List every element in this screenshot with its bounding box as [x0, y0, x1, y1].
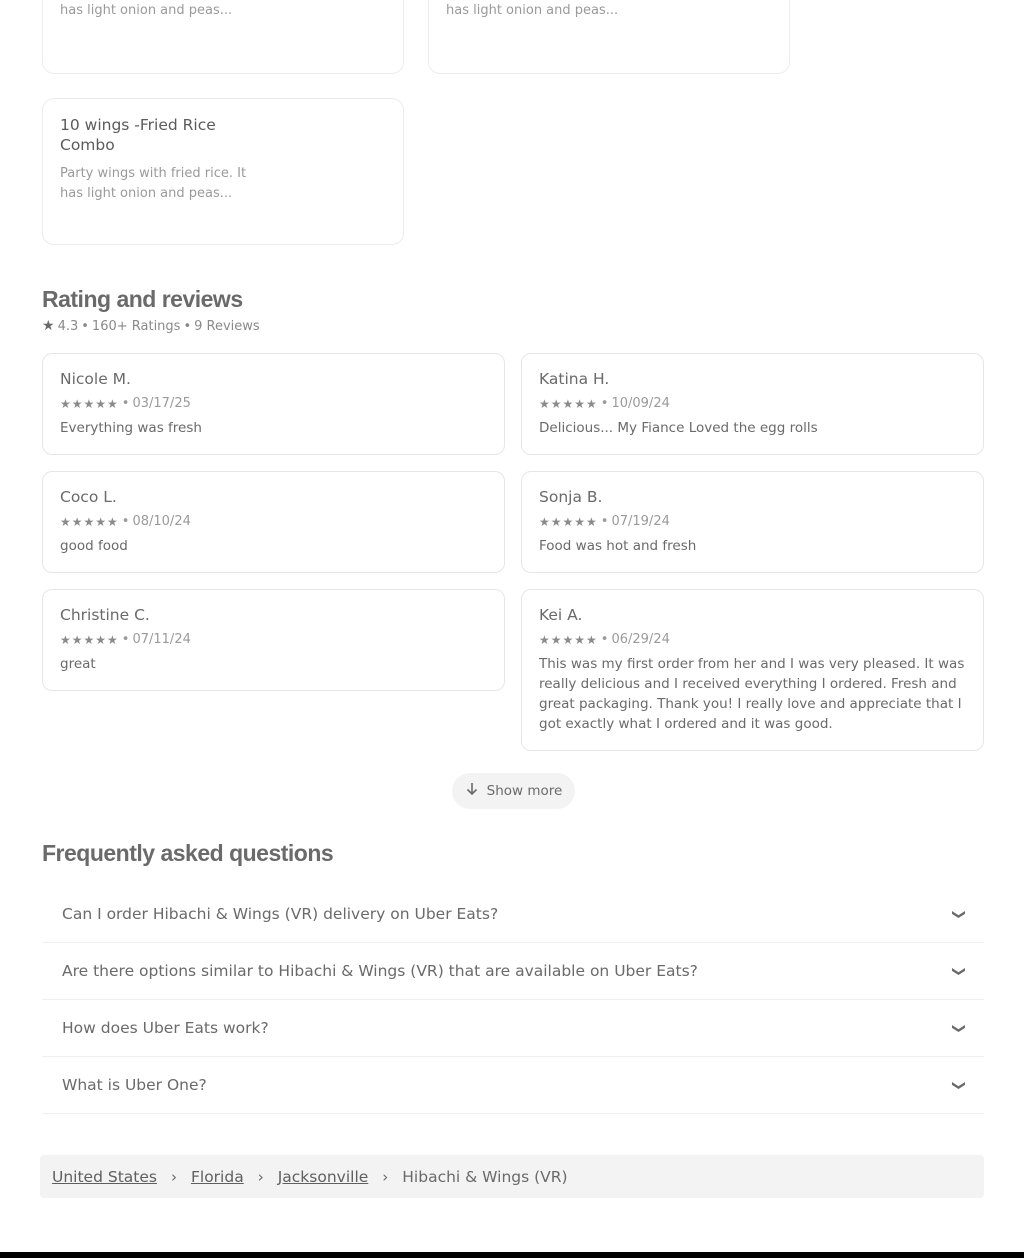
review-date: 10/09/24	[611, 396, 670, 411]
faq-question: Can I order Hibachi & Wings (VR) delivery on Uber Eats?	[62, 905, 499, 923]
chevron-down-icon: ❯	[951, 1022, 967, 1034]
reviewer-name: Coco L.	[60, 488, 117, 506]
faq-question: What is Uber One?	[62, 1076, 207, 1094]
separator: •	[121, 514, 130, 529]
faq-question: How does Uber Eats work?	[62, 1019, 269, 1037]
show-more-button[interactable]	[452, 773, 575, 809]
separator: •	[121, 632, 130, 647]
review-text: This was my first order from her and I was very pleased. It was really delicious and I received everything I ordered. Fresh and great packaging. Thank you! I really love and appreciate that I got exactly what I ordered and it was good.	[539, 656, 965, 732]
reviewer-name: Sonja B.	[539, 488, 603, 506]
ratings-count: 160+ Ratings	[91, 318, 181, 334]
footer-bar	[0, 1252, 1024, 1258]
arrow-down-icon	[465, 782, 479, 800]
review-card	[42, 353, 505, 455]
breadcrumb-link-state[interactable]: Florida	[190, 1167, 244, 1186]
chevron-right-icon: ›	[257, 1167, 264, 1186]
star-rating-icon: ★★★★★	[539, 514, 598, 529]
star-rating-icon: ★★★★★	[60, 396, 119, 411]
chevron-down-icon: ❯	[951, 908, 967, 920]
review-text: Delicious... My Fiance Loved the egg rolls	[539, 420, 818, 436]
menu-item-description: has light onion and peas...	[60, 3, 233, 18]
faq-section-title: Frequently asked questions	[42, 840, 334, 866]
review-card	[521, 353, 984, 455]
reviews-count: 9 Reviews	[194, 318, 260, 334]
review-date: 08/10/24	[132, 514, 191, 529]
menu-item-card[interactable]	[42, 0, 404, 74]
faq-item[interactable]	[42, 1057, 984, 1114]
review-text: great	[60, 656, 96, 672]
breadcrumb-link-country[interactable]: United States	[52, 1167, 157, 1186]
separator: •	[600, 396, 609, 411]
review-card	[42, 471, 505, 573]
faq-item[interactable]	[42, 886, 984, 943]
review-text: good food	[60, 538, 128, 554]
review-card	[521, 589, 984, 751]
faq-question: Are there options similar to Hibachi & Wings (VR) that are available on Uber Eats?	[62, 962, 698, 980]
menu-item-card[interactable]	[428, 0, 790, 74]
star-rating-icon: ★★★★★	[60, 632, 119, 647]
review-meta	[60, 396, 191, 411]
breadcrumb-link-city[interactable]: Jacksonville	[277, 1167, 369, 1186]
reviewer-name: Nicole M.	[60, 370, 131, 388]
review-text: Everything was fresh	[60, 420, 202, 436]
review-date: 07/11/24	[132, 632, 191, 647]
separator: •	[121, 396, 130, 411]
separator: •	[81, 318, 89, 334]
chevron-right-icon: ›	[382, 1167, 389, 1186]
menu-item-description: has light onion and peas...	[446, 3, 619, 18]
chevron-down-icon: ❯	[951, 965, 967, 977]
review-card	[521, 471, 984, 573]
review-text: Food was hot and fresh	[539, 538, 697, 554]
review-meta	[60, 632, 191, 647]
faq-item[interactable]	[42, 1000, 984, 1057]
reviewer-name: Christine C.	[60, 606, 150, 624]
separator: •	[600, 514, 609, 529]
menu-item-title: 10 wings -Fried Rice Combo	[60, 116, 216, 154]
chevron-down-icon: ❯	[951, 1079, 967, 1091]
separator: •	[600, 632, 609, 647]
rating-summary	[42, 318, 260, 334]
review-date: 06/29/24	[611, 632, 670, 647]
reviewer-name: Katina H.	[539, 370, 610, 388]
breadcrumb	[40, 1155, 984, 1198]
review-meta	[539, 396, 670, 411]
star-rating-icon: ★★★★★	[539, 632, 598, 647]
separator: •	[183, 318, 192, 334]
review-date: 07/19/24	[611, 514, 670, 529]
faq-item[interactable]	[42, 943, 984, 1000]
rating-value: 4.3	[57, 318, 79, 334]
menu-item-description: Party wings with fried rice. It has light onion and peas...	[60, 166, 247, 201]
star-icon: ★	[42, 318, 55, 334]
review-meta	[539, 632, 670, 647]
review-meta	[539, 514, 670, 529]
reviews-section-title: Rating and reviews	[42, 286, 243, 312]
star-rating-icon: ★★★★★	[60, 514, 119, 529]
reviewer-name: Kei A.	[539, 606, 583, 624]
review-meta	[60, 514, 191, 529]
chevron-right-icon: ›	[170, 1167, 177, 1186]
show-more-label: Show more	[486, 783, 563, 799]
star-rating-icon: ★★★★★	[539, 396, 598, 411]
menu-item-card[interactable]	[42, 98, 404, 245]
review-date: 03/17/25	[132, 396, 191, 411]
breadcrumb-current: Hibachi & Wings (VR)	[402, 1167, 568, 1186]
review-card	[42, 589, 505, 691]
